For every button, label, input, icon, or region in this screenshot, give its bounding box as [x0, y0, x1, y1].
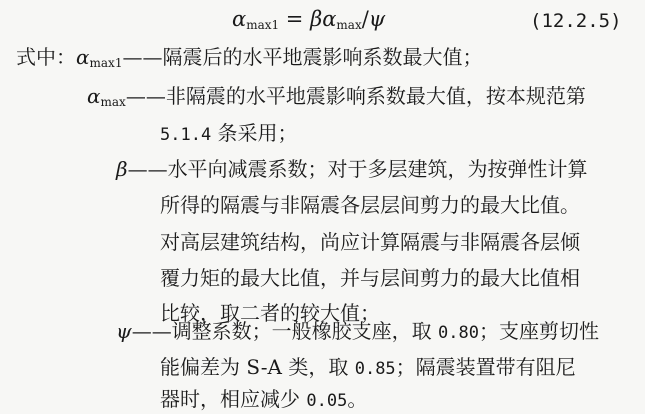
definition-continuation	[160, 354, 576, 382]
definition-symbol: β	[116, 157, 128, 181]
equation-equals: =	[279, 7, 311, 31]
definition-alpha-max1	[16, 44, 482, 76]
value: 0.05	[306, 391, 348, 411]
definition-text: ；支座剪切性	[479, 319, 599, 343]
equation-beta: β	[310, 7, 323, 31]
equation-lhs-sub: max1	[246, 18, 280, 32]
definition-text: ——调整系数；一般橡胶支座，取	[131, 319, 439, 343]
definition-continuation	[160, 386, 367, 414]
definition-text: ；隔震装置带有阻尼	[395, 355, 576, 379]
equation-div: /	[361, 7, 369, 31]
definition-text: 能偏差为 S-A 类，取	[160, 355, 355, 379]
definition-text: 器时，相应减少	[160, 387, 307, 411]
definition-continuation: 所得的隔震与非隔震各层层间剪力的最大比值。	[160, 193, 580, 217]
definition-continuation: 对高层建筑结构，尚应计算隔震与非隔震各层倾	[160, 230, 580, 254]
equation-lhs-symbol: α	[232, 7, 247, 31]
definition-psi	[116, 318, 599, 346]
definition-text: ——非隔震的水平地震影响系数最大值，按本规范第	[125, 84, 586, 108]
definition-text: ——隔震后的水平地震影响系数最大值；	[122, 45, 483, 69]
definition-text: 条采用；	[211, 121, 298, 145]
definition-symbol: α	[76, 45, 90, 69]
definition-text: ——水平向减震系数；对于多层建筑，为按弹性计算	[127, 157, 588, 181]
definition-continuation: 比较，取二者的较大值；	[160, 301, 380, 325]
value: 0.85	[354, 359, 396, 379]
clause-reference: 5.1.4	[160, 125, 212, 145]
definition-symbol: α	[87, 84, 101, 108]
definition-alpha-max	[87, 83, 586, 115]
definition-symbol: ψ	[116, 319, 132, 343]
equation-psi: ψ	[368, 7, 386, 31]
equation-number: (12.2.5)	[530, 10, 622, 32]
definition-symbol-sub: max1	[89, 56, 123, 70]
definitions-intro: 式中：	[16, 45, 76, 69]
definition-continuation: 覆力矩的最大比值，并与层间剪力的最大比值相	[160, 266, 580, 290]
equation-alpha: α	[322, 7, 337, 31]
equation-alpha-sub: max	[336, 18, 362, 32]
definition-symbol-sub: max	[100, 95, 126, 109]
equation	[232, 6, 385, 38]
value: 0.80	[438, 323, 479, 343]
definition-beta	[116, 156, 588, 182]
definition-continuation	[160, 120, 298, 148]
definition-text: 。	[347, 387, 368, 411]
